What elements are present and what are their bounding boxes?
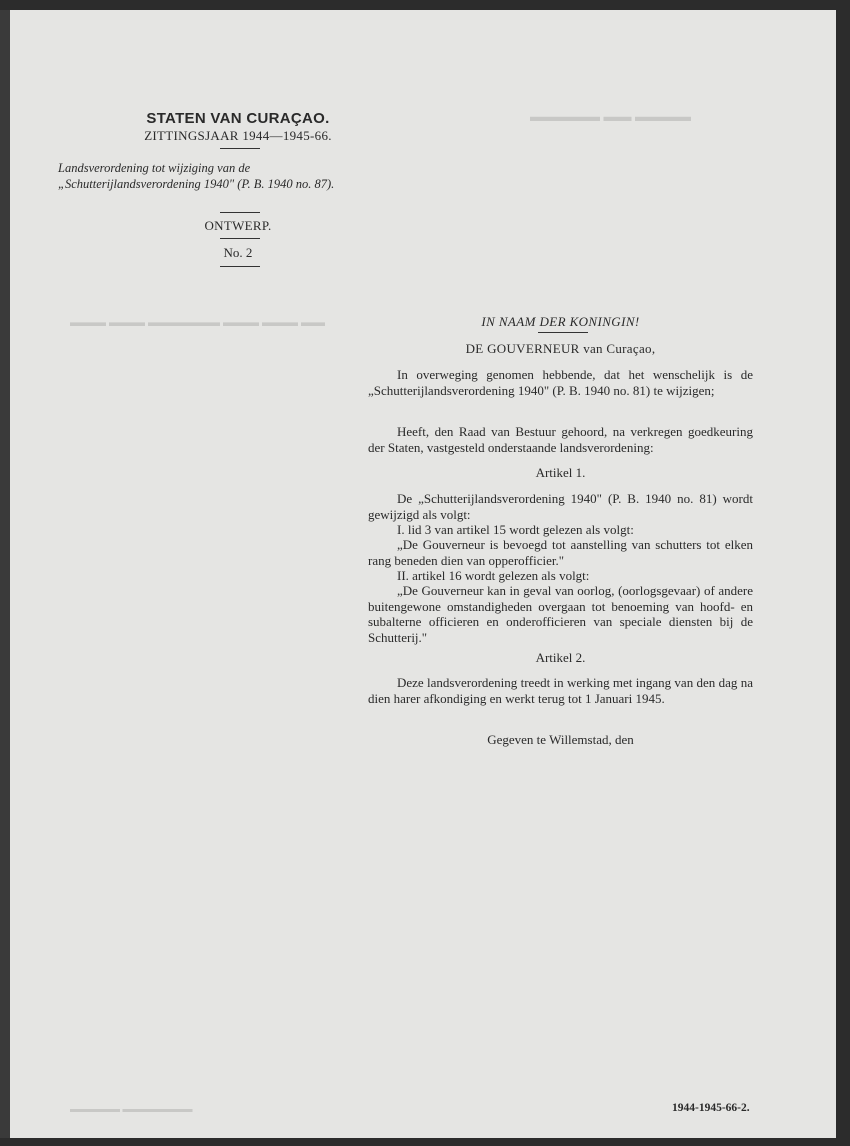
show-through-decoration: ▬▬▬▬▬▬▬ ▬▬▬▬▬ (70, 1104, 193, 1115)
article-2-title: Artikel 2. (535, 650, 586, 665)
article-1-item-1: I. lid 3 van artikel 15 wordt gelezen als volgt: (397, 522, 634, 537)
document-page (10, 10, 836, 1138)
article-1-item-2-text: „De Gouverneur kan in geval van oorlog, (oorlogsgevaar) of andere buitengewone omstandigheden overgaan tot benoeming van hoofd- en subalterne officieren en onderofficieren van speciale diensten bij de Schutterij." (368, 583, 753, 645)
show-through-decoration: ▬▬▬▬ ▬▬ ▬▬▬▬▬ (530, 110, 691, 125)
document-number: No. 2 (223, 245, 253, 260)
show-through-decoration: ▬▬ ▬▬▬ ▬▬▬ ▬▬▬▬▬▬ ▬▬▬ ▬▬▬ (70, 315, 325, 329)
article-2-text: Deze landsverordening treedt in werking met ingang van den dag na dien harer afkondiging en werkt terug tot 1 Januari 1945. (368, 675, 753, 706)
divider (220, 212, 260, 213)
article-1-title: Artikel 1. (535, 465, 586, 480)
enacting-paragraph: Heeft, den Raad van Bestuur gehoord, na verkregen goedkeuring der Staten, vastgesteld onderstaande landsverordening: (368, 424, 753, 455)
divider (538, 332, 588, 333)
scan-border-right (836, 0, 850, 1146)
article-1-item-2: II. artikel 16 wordt gelezen als volgt: (397, 568, 590, 583)
scan-border-bottom (0, 1138, 850, 1146)
session-year: ZITTINGSJAAR 1944—1945-66. (144, 128, 332, 143)
scan-border-top (0, 0, 850, 10)
royal-heading: IN NAAM DER KONINGIN! (481, 314, 640, 329)
considering-paragraph: In overweging genomen hebbende, dat het wenschelijk is de „Schutterijlandsverordening 1940" (P. B. 1940 no. 81) te wijzigen; (368, 367, 753, 398)
document-code: 1944-1945-66-2. (672, 1102, 750, 1114)
article-1-item-1-text: „De Gouverneur is bevoegd tot aanstelling van schutters tot elken rang beneden dien van opperofficier." (368, 537, 753, 568)
ordinance-subject: Landsverordening tot wijziging van de „Schutterijlandsverordening 1940" (P. B. 1940 no. 87). (58, 161, 335, 191)
assembly-title: STATEN VAN CURAÇAO. (146, 110, 330, 127)
divider (220, 238, 260, 239)
divider (220, 148, 260, 149)
governor-line: DE GOUVERNEUR van Curaçao, (465, 341, 656, 356)
draft-label: ONTWERP. (204, 218, 272, 233)
divider (220, 266, 260, 267)
given-at: Gegeven te Willemstad, den (487, 732, 634, 747)
article-1-intro: De „Schutterijlandsverordening 1940" (P. B. 1940 no. 81) wordt gewijzigd als volgt: (368, 491, 753, 522)
